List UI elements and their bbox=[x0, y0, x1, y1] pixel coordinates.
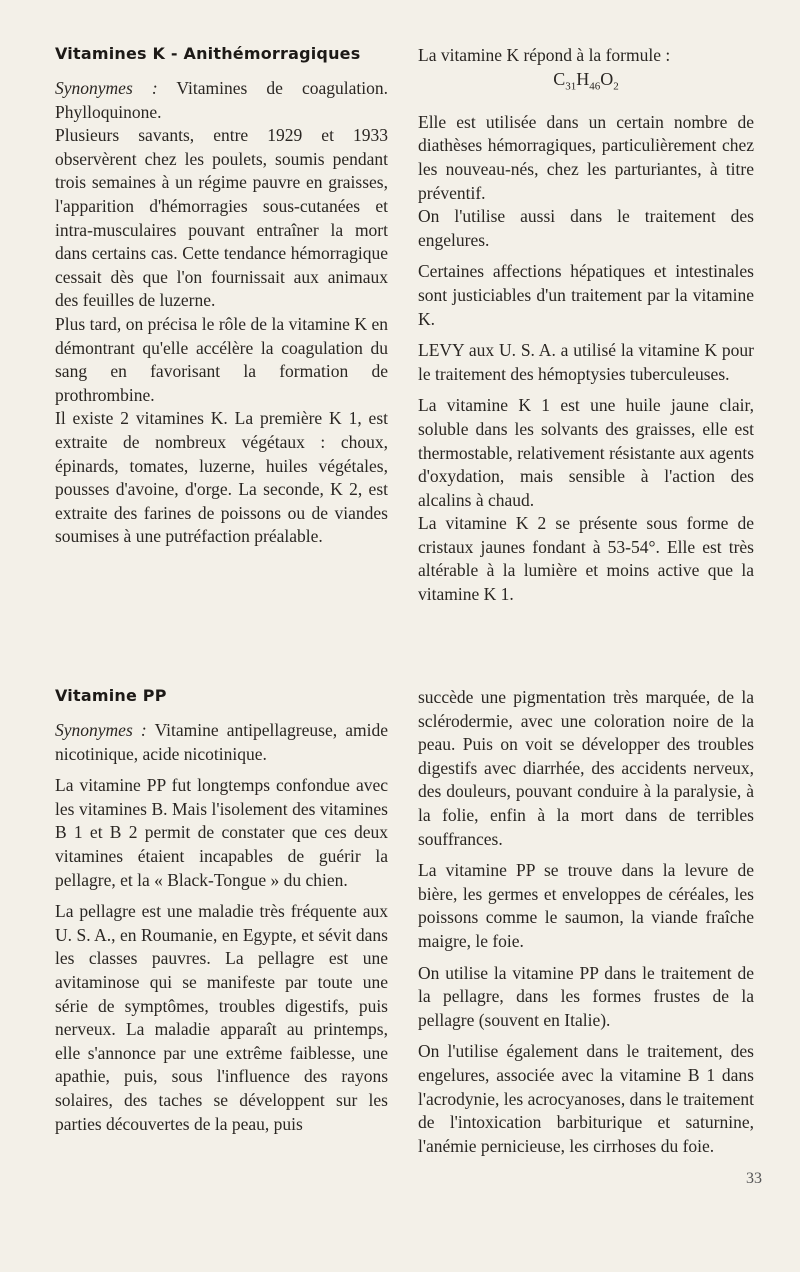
paragraph: Elle est utilisée dans un certain nombre de diathèses hémorragiques, particulièrement chez les nouveau-nés, chez les parturiantes, à titre préventif. bbox=[418, 111, 754, 203]
page-number: 33 bbox=[746, 1170, 762, 1187]
section-title-vitamine-pp: Vitamine PP bbox=[55, 686, 167, 705]
vitamines-k-left-column bbox=[55, 44, 388, 549]
paragraph: La pellagre est une maladie très fréquente aux U. S. A., en Roumanie, en Egypte, et sévit dans les classes pauvres. La pellagre est une avitaminose qui se manifeste par toute une série de symptômes, troubles digestifs, puis nerveux. La maladie apparaît au printemps, elle s'annonce par une extrême faiblesse, une apathie, puis, sous l'influence des rayons solaires, des taches se développent sur les parties découvertes de la peau, puis bbox=[55, 901, 388, 1134]
section-title-vitamines-k: Vitamines K - Anithémorragiques bbox=[55, 44, 361, 63]
paragraph: LEVY aux U. S. A. a utilisé la vitamine K pour le traitement des hémoptysies tuberculeuses. bbox=[418, 340, 754, 384]
vitamines-k-right-column bbox=[418, 44, 754, 607]
paragraph: On l'utilise également dans le traitement, des engelures, associée avec la vitamine B 1 dans l'acrodynie, les acrocyanoses, dans le traitement de l'intoxication barbiturique et saturnine, l'anémie pernicieuse, les cirrhoses du foie. bbox=[418, 1041, 755, 1156]
formula-intro: La vitamine K répond à la formule : bbox=[418, 45, 671, 65]
synonyms-text: Vitamine antipellagreuse, amide nicotinique, acide nicotinique. bbox=[55, 720, 389, 764]
paragraph: La vitamine K 2 se présente sous forme de cristaux jaunes fondant à 53-54°. Elle est très altérable à la lumière et moins active que la vitamine K 1. bbox=[418, 513, 754, 605]
paragraph: Il existe 2 vitamines K. La première K 1, est extraite de nombreux végétaux : choux, épinards, tomates, luzerne, huiles végétales, pousses d'avoine, d'orge. La seconde, K 2, est extraite des farines de poissons ou de viandes soumises à une putréfaction préalable. bbox=[55, 408, 388, 547]
synonyms-paragraph bbox=[55, 77, 388, 124]
paragraph: On utilise la vitamine PP dans le traitement de la pellagre, dans les formes frustes de la pellagre (souvent en Italie). bbox=[418, 962, 754, 1030]
paragraph: Certaines affections hépatiques et intestinales sont justiciables d'un traitement par la vitamine K. bbox=[418, 261, 754, 329]
chemical-formula: $C_{31}H_{46}O_2$ bbox=[553, 68, 619, 93]
paragraph: On l'utilise aussi dans le traitement des engelures. bbox=[418, 206, 754, 250]
paragraph: succède une pigmentation très marquée, de la sclérodermie, avec une coloration noire de la peau. Puis on voit se développer des troubles digestifs avec diarrhée, des accidents nerveux, des douleurs, pouvant conduire à la paralysie, à la folie, enfin à la mort dans de terribles souffrances. bbox=[418, 687, 754, 849]
vitamine-pp-left-column bbox=[55, 686, 388, 1144]
synonyms-text: Vitamines de coagulation. Phylloquinone. bbox=[55, 78, 388, 122]
paragraph: La vitamine PP se trouve dans la levure de bière, les germes et enveloppes de céréales, les poissons comme le saumon, la viande fraîche maigre, le foie. bbox=[418, 860, 754, 951]
paragraph: La vitamine K 1 est une huile jaune clair, soluble dans les solvants des graisses, elle est thermostable, relativement résistante aux agents d'oxydation, mais sensible à l'action des alcalins à chaud. bbox=[418, 395, 754, 510]
vitamine-pp-right-column bbox=[418, 686, 754, 1166]
paragraph: Plusieurs savants, entre 1929 et 1933 observèrent chez les poulets, soumis pendant trois semaines à un régime pauvre en graisses, l'apparition d'hémorragies sous-cutanées et intra-musculaires pouvant entraîner la mort dans certains cas. Cette tendance hémorragique cessait dès que l'on fournissait aux animaux des feuilles de luzerne. bbox=[55, 125, 388, 311]
paragraph: La vitamine PP fut longtemps confondue avec les vitamines B. Mais l'isolement des vitamines B 1 et B 2 permit de constater que ces deux vitamines étaient incapables de guérir la pellagre, et la « Black-Tongue » du chien. bbox=[55, 775, 388, 890]
synonyms-paragraph bbox=[55, 719, 388, 766]
paragraph: Plus tard, on précisa le rôle de la vitamine K en démontrant qu'elle accélère la coagulation du sang en favorisant la formation de prothrombine. bbox=[55, 313, 388, 405]
synonyms-label: Synonymes : bbox=[55, 720, 147, 740]
synonyms-label: Synonymes : bbox=[55, 78, 158, 98]
